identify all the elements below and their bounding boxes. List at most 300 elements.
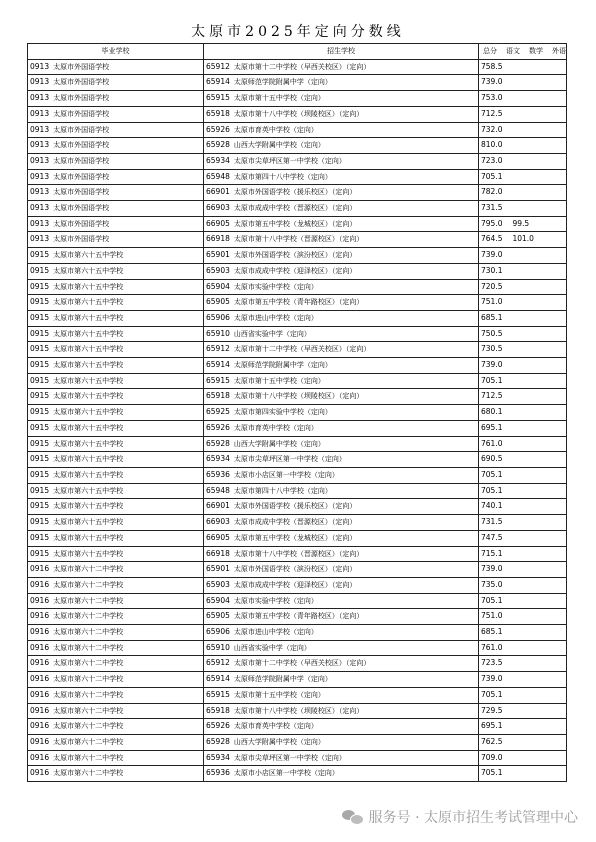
graduation-school-cell (28, 248, 204, 264)
total-score: 730.5 (481, 344, 503, 354)
graduation-school-code: 0916 (30, 658, 50, 668)
admission-school-name: 太原市第五中学校（青年路校区）（定向） (233, 298, 364, 307)
graduation-school-cell (28, 295, 204, 311)
graduation-school-cell (28, 201, 204, 217)
admission-school-name: 山西大学附属中学校（定向） (233, 439, 325, 448)
total-score: 685.1 (481, 312, 503, 322)
graduation-school-code: 0915 (30, 469, 50, 479)
admission-school-code: 65914 (206, 674, 230, 684)
score-cell (479, 687, 567, 703)
total-score: 729.5 (481, 705, 503, 715)
graduation-school-cell (28, 405, 204, 421)
table-header-row (28, 44, 567, 60)
score-cell (479, 295, 567, 311)
total-score: 810.0 (481, 140, 503, 150)
table-row (28, 420, 567, 436)
admission-school-cell (204, 640, 479, 656)
graduation-school-cell (28, 279, 204, 295)
admission-school-name: 太原市尖草坪区第一中学校（定向） (233, 455, 346, 464)
graduation-school-name: 太原市第六十五中学校 (53, 408, 124, 417)
score-cell (479, 467, 567, 483)
table-row (28, 546, 567, 562)
table-row (28, 687, 567, 703)
admission-school-name: 太原市外国语学校（滨汾校区）（定向） (233, 565, 357, 574)
admission-school-cell (204, 687, 479, 703)
graduation-school-cell (28, 185, 204, 201)
graduation-school-name: 太原市第六十二中学校 (53, 580, 124, 589)
graduation-school-cell (28, 562, 204, 578)
table-row (28, 310, 567, 326)
admission-school-code: 65948 (206, 485, 230, 495)
admission-school-name: 山西大学附属中学校（定向） (233, 737, 325, 746)
score-cell (479, 625, 567, 641)
total-score: 723.0 (481, 155, 503, 165)
graduation-school-name: 太原市第六十五中学校 (53, 298, 124, 307)
admission-school-code: 66918 (206, 548, 230, 558)
graduation-school-name: 太原市外国语学校 (53, 94, 110, 103)
graduation-school-cell (28, 515, 204, 531)
admission-school-cell (204, 310, 479, 326)
admission-school-cell (204, 452, 479, 468)
graduation-school-cell (28, 326, 204, 342)
admission-school-cell (204, 106, 479, 122)
admission-school-code: 65915 (206, 375, 230, 385)
graduation-school-name: 太原市第六十五中学校 (53, 251, 124, 260)
admission-school-code: 65925 (206, 407, 230, 417)
table-row (28, 436, 567, 452)
graduation-school-name: 太原市第六十二中学校 (53, 753, 124, 762)
total-score: 695.1 (481, 721, 503, 731)
score-cell (479, 420, 567, 436)
graduation-school-code: 0913 (30, 124, 50, 134)
table-row (28, 609, 567, 625)
total-score: 761.0 (481, 642, 503, 652)
graduation-school-code: 0916 (30, 768, 50, 778)
graduation-school-name: 太原市第六十二中学校 (53, 675, 124, 684)
graduation-school-name: 太原市第六十二中学校 (53, 706, 124, 715)
admission-school-name: 太原市小店区第一中学校（定向） (233, 470, 339, 479)
score-cell (479, 577, 567, 593)
score-table (27, 43, 567, 782)
admission-school-cell (204, 389, 479, 405)
admission-school-cell (204, 483, 479, 499)
graduation-school-code: 0915 (30, 454, 50, 464)
total-score: 739.0 (481, 564, 503, 574)
admission-school-name: 太原市育英中学校（定向） (233, 722, 318, 731)
admission-school-name: 太原市第十五中学校（定向） (233, 376, 325, 385)
admission-school-code: 65905 (206, 297, 230, 307)
graduation-school-cell (28, 483, 204, 499)
graduation-school-cell (28, 452, 204, 468)
score-cell (479, 138, 567, 154)
header-total: 总分 (483, 47, 497, 55)
admission-school-cell (204, 593, 479, 609)
table-row (28, 750, 567, 766)
admission-school-cell (204, 216, 479, 232)
graduation-school-code: 0915 (30, 250, 50, 260)
table-row (28, 766, 567, 782)
graduation-school-code: 0916 (30, 721, 50, 731)
admission-school-cell (204, 515, 479, 531)
graduation-school-name: 太原市第六十二中学校 (53, 769, 124, 778)
graduation-school-cell (28, 310, 204, 326)
graduation-school-name: 太原市第六十二中学校 (53, 596, 124, 605)
admission-school-code: 65928 (206, 140, 230, 150)
graduation-school-name: 太原市第六十五中学校 (53, 313, 124, 322)
table-row (28, 452, 567, 468)
graduation-school-code: 0916 (30, 579, 50, 589)
admission-school-code: 65901 (206, 564, 230, 574)
admission-school-name: 太原市第十二中学校（早西关校区）（定向） (233, 345, 371, 354)
admission-school-name: 太原市第十八中学校（坝陵校区）（定向） (233, 706, 364, 715)
score-cell (479, 122, 567, 138)
admission-school-code: 65912 (206, 658, 230, 668)
graduation-school-code: 0913 (30, 218, 50, 228)
score-cell (479, 703, 567, 719)
score-cell (479, 656, 567, 672)
graduation-school-code: 0915 (30, 548, 50, 558)
table-row (28, 91, 567, 107)
total-score: 764.5 (481, 234, 503, 244)
admission-school-cell (204, 703, 479, 719)
admission-school-cell (204, 625, 479, 641)
graduation-school-cell (28, 59, 204, 75)
chinese-score: 99.5 (512, 218, 530, 228)
watermark-text: 服务号 · 太原市招生考试管理中心 (368, 810, 578, 826)
graduation-school-cell (28, 263, 204, 279)
admission-school-code: 65904 (206, 595, 230, 605)
admission-school-code: 65906 (206, 627, 230, 637)
graduation-school-name: 太原市第六十五中学校 (53, 282, 124, 291)
score-cell (479, 326, 567, 342)
graduation-school-code: 0915 (30, 281, 50, 291)
admission-school-cell (204, 734, 479, 750)
admission-school-code: 65903 (206, 265, 230, 275)
score-cell (479, 483, 567, 499)
graduation-school-cell (28, 358, 204, 374)
admission-school-code: 66905 (206, 532, 230, 542)
admission-school-code: 65936 (206, 768, 230, 778)
graduation-school-cell (28, 593, 204, 609)
total-score: 750.5 (481, 328, 503, 338)
graduation-school-name: 太原市外国语学校 (53, 125, 110, 134)
admission-school-cell (204, 577, 479, 593)
admission-school-code: 66918 (206, 234, 230, 244)
total-score: 690.5 (481, 454, 503, 464)
graduation-school-cell (28, 750, 204, 766)
graduation-school-cell (28, 640, 204, 656)
total-score: 747.5 (481, 532, 503, 542)
graduation-school-cell (28, 546, 204, 562)
graduation-school-code: 0913 (30, 61, 50, 71)
graduation-school-code: 0916 (30, 689, 50, 699)
admission-school-cell (204, 201, 479, 217)
admission-school-code: 65936 (206, 469, 230, 479)
admission-school-cell (204, 530, 479, 546)
admission-school-code: 65918 (206, 391, 230, 401)
table-row (28, 279, 567, 295)
admission-school-code: 65915 (206, 93, 230, 103)
graduation-school-code: 0915 (30, 407, 50, 417)
admission-school-cell (204, 59, 479, 75)
admission-school-name: 太原师范学院附属中学（定向） (233, 675, 332, 684)
admission-school-code: 65904 (206, 281, 230, 291)
score-cell (479, 452, 567, 468)
table-row (28, 625, 567, 641)
admission-school-cell (204, 263, 479, 279)
total-score: 723.5 (481, 658, 503, 668)
admission-school-name: 太原市第十八中学校（晋源校区）（定向） (233, 235, 364, 244)
graduation-school-cell (28, 499, 204, 515)
total-score: 795.0 (481, 218, 503, 228)
graduation-school-name: 太原市第六十五中学校 (53, 439, 124, 448)
admission-school-cell (204, 420, 479, 436)
admission-school-code: 65906 (206, 312, 230, 322)
score-cell (479, 734, 567, 750)
admission-school-cell (204, 279, 479, 295)
table-row (28, 734, 567, 750)
admission-school-cell (204, 609, 479, 625)
score-cell (479, 750, 567, 766)
graduation-school-code: 0915 (30, 375, 50, 385)
graduation-school-code: 0916 (30, 705, 50, 715)
admission-school-cell (204, 750, 479, 766)
table-row (28, 515, 567, 531)
admission-school-name: 太原市成成中学校（迎泽校区）（定向） (233, 266, 357, 275)
total-score: 730.1 (481, 265, 503, 275)
score-cell (479, 248, 567, 264)
admission-school-name: 太原师范学院附属中学（定向） (233, 78, 332, 87)
score-cell (479, 342, 567, 358)
graduation-school-cell (28, 420, 204, 436)
table-row (28, 59, 567, 75)
graduation-school-code: 0916 (30, 564, 50, 574)
graduation-school-name: 太原市外国语学校 (53, 141, 110, 150)
admission-school-cell (204, 185, 479, 201)
graduation-school-name: 太原市外国语学校 (53, 188, 110, 197)
graduation-school-cell (28, 436, 204, 452)
admission-school-code: 65926 (206, 721, 230, 731)
score-cell (479, 530, 567, 546)
graduation-school-cell (28, 373, 204, 389)
total-score: 735.0 (481, 579, 503, 589)
header-math: 数学 (529, 47, 543, 55)
graduation-school-cell (28, 342, 204, 358)
admission-school-name: 太原市第五中学校（龙城校区）（定向） (233, 533, 357, 542)
total-score: 740.1 (481, 501, 503, 511)
admission-school-cell (204, 656, 479, 672)
admission-school-cell (204, 326, 479, 342)
graduation-school-name: 太原市第六十二中学校 (53, 690, 124, 699)
header-admission-school: 招生学校 (204, 44, 479, 60)
admission-school-code: 65903 (206, 579, 230, 589)
admission-school-cell (204, 232, 479, 248)
graduation-school-name: 太原市第六十五中学校 (53, 470, 124, 479)
graduation-school-name: 太原市第六十五中学校 (53, 486, 124, 495)
table-row (28, 467, 567, 483)
graduation-school-name: 太原市第六十五中学校 (53, 266, 124, 275)
graduation-school-name: 太原市外国语学校 (53, 204, 110, 213)
admission-school-cell (204, 405, 479, 421)
header-chinese: 语文 (506, 47, 520, 55)
admission-school-code: 65948 (206, 171, 230, 181)
table-row (28, 106, 567, 122)
graduation-school-cell (28, 169, 204, 185)
graduation-school-cell (28, 577, 204, 593)
table-row (28, 75, 567, 91)
admission-school-cell (204, 719, 479, 735)
total-score: 753.0 (481, 93, 503, 103)
score-cell (479, 185, 567, 201)
total-score: 751.0 (481, 611, 503, 621)
graduation-school-code: 0913 (30, 140, 50, 150)
admission-school-code: 65910 (206, 642, 230, 652)
total-score: 761.0 (481, 438, 503, 448)
admission-school-name: 太原市第四实验中学校（定向） (233, 408, 332, 417)
score-cell (479, 201, 567, 217)
graduation-school-name: 太原市第六十二中学校 (53, 722, 124, 731)
graduation-school-cell (28, 609, 204, 625)
table-row (28, 593, 567, 609)
score-cell (479, 499, 567, 515)
admission-school-cell (204, 75, 479, 91)
graduation-school-name: 太原市第六十二中学校 (53, 628, 124, 637)
admission-school-code: 66903 (206, 203, 230, 213)
graduation-school-name: 太原市第六十二中学校 (53, 643, 124, 652)
admission-school-name: 太原市育英中学校（定向） (233, 125, 318, 134)
graduation-school-code: 0916 (30, 627, 50, 637)
score-cell (479, 719, 567, 735)
graduation-school-code: 0915 (30, 391, 50, 401)
page-title: 太原市2025年定向分数线 (191, 24, 405, 40)
admission-school-cell (204, 499, 479, 515)
header-english: 外语 (552, 47, 566, 55)
total-score: 715.1 (481, 548, 503, 558)
graduation-school-cell (28, 232, 204, 248)
score-cell (479, 515, 567, 531)
graduation-school-code: 0915 (30, 517, 50, 527)
admission-school-code: 65914 (206, 360, 230, 370)
graduation-school-code: 0916 (30, 736, 50, 746)
table-row (28, 562, 567, 578)
table-row (28, 656, 567, 672)
graduation-school-cell (28, 672, 204, 688)
admission-school-code: 65928 (206, 736, 230, 746)
score-cell (479, 609, 567, 625)
admission-school-name: 太原市小店区第一中学校（定向） (233, 769, 339, 778)
graduation-school-cell (28, 216, 204, 232)
admission-school-name: 太原市成成中学校（迎泽校区）（定向） (233, 580, 357, 589)
admission-school-name: 太原市第四十八中学校（定向） (233, 486, 332, 495)
admission-school-cell (204, 373, 479, 389)
table-row (28, 499, 567, 515)
admission-school-cell (204, 766, 479, 782)
table-row (28, 373, 567, 389)
graduation-school-cell (28, 719, 204, 735)
graduation-school-cell (28, 656, 204, 672)
total-score: 695.1 (481, 422, 503, 432)
admission-school-cell (204, 91, 479, 107)
total-score: 705.1 (481, 469, 503, 479)
admission-school-cell (204, 295, 479, 311)
score-cell (479, 593, 567, 609)
admission-school-name: 太原市第十八中学校（晋源校区）（定向） (233, 549, 364, 558)
graduation-school-name: 太原市第六十二中学校 (53, 612, 124, 621)
total-score: 685.1 (481, 627, 503, 637)
graduation-school-name: 太原市第六十五中学校 (53, 455, 124, 464)
score-cell (479, 405, 567, 421)
score-cell (479, 358, 567, 374)
score-cell (479, 672, 567, 688)
graduation-school-name: 太原市第六十五中学校 (53, 392, 124, 401)
table-row (28, 201, 567, 217)
graduation-school-cell (28, 122, 204, 138)
graduation-school-name: 太原市第六十二中学校 (53, 737, 124, 746)
graduation-school-code: 0913 (30, 77, 50, 87)
score-cell (479, 640, 567, 656)
score-cell (479, 310, 567, 326)
total-score: 731.5 (481, 517, 503, 527)
graduation-school-cell (28, 734, 204, 750)
total-score: 712.5 (481, 108, 503, 118)
table-row (28, 358, 567, 374)
graduation-school-name: 太原市第六十五中学校 (53, 361, 124, 370)
table-row (28, 389, 567, 405)
table-row (28, 295, 567, 311)
score-cell (479, 389, 567, 405)
table-row (28, 153, 567, 169)
score-cell (479, 436, 567, 452)
wechat-icon (342, 809, 364, 825)
graduation-school-name: 太原市第六十五中学校 (53, 502, 124, 511)
admission-school-cell (204, 153, 479, 169)
total-score: 739.0 (481, 674, 503, 684)
graduation-school-code: 0915 (30, 265, 50, 275)
admission-school-cell (204, 562, 479, 578)
admission-school-cell (204, 248, 479, 264)
total-score: 758.5 (481, 61, 503, 71)
table-row (28, 577, 567, 593)
graduation-school-cell (28, 687, 204, 703)
score-cell (479, 91, 567, 107)
admission-school-name: 太原市外国语学校（援乐校区）（定向） (233, 502, 357, 511)
graduation-school-code: 0915 (30, 532, 50, 542)
score-cell (479, 766, 567, 782)
score-cell (479, 216, 567, 232)
graduation-school-code: 0915 (30, 360, 50, 370)
admission-school-cell (204, 672, 479, 688)
total-score: 712.5 (481, 391, 503, 401)
graduation-school-code: 0913 (30, 171, 50, 181)
admission-school-name: 山西大学附属中学校（定向） (233, 141, 325, 150)
admission-school-code: 65934 (206, 752, 230, 762)
admission-school-code: 66903 (206, 517, 230, 527)
graduation-school-code: 0913 (30, 108, 50, 118)
graduation-school-cell (28, 106, 204, 122)
table-row (28, 138, 567, 154)
table-row (28, 263, 567, 279)
admission-school-name: 太原市进山中学校（定向） (233, 313, 318, 322)
graduation-school-cell (28, 467, 204, 483)
admission-school-code: 65918 (206, 705, 230, 715)
graduation-school-name: 太原市外国语学校 (53, 219, 110, 228)
graduation-school-code: 0915 (30, 312, 50, 322)
graduation-school-code: 0915 (30, 297, 50, 307)
graduation-school-name: 太原市第六十五中学校 (53, 518, 124, 527)
admission-school-name: 太原市外国语学校（援乐校区）（定向） (233, 188, 357, 197)
admission-school-code: 66901 (206, 501, 230, 511)
admission-school-cell (204, 467, 479, 483)
